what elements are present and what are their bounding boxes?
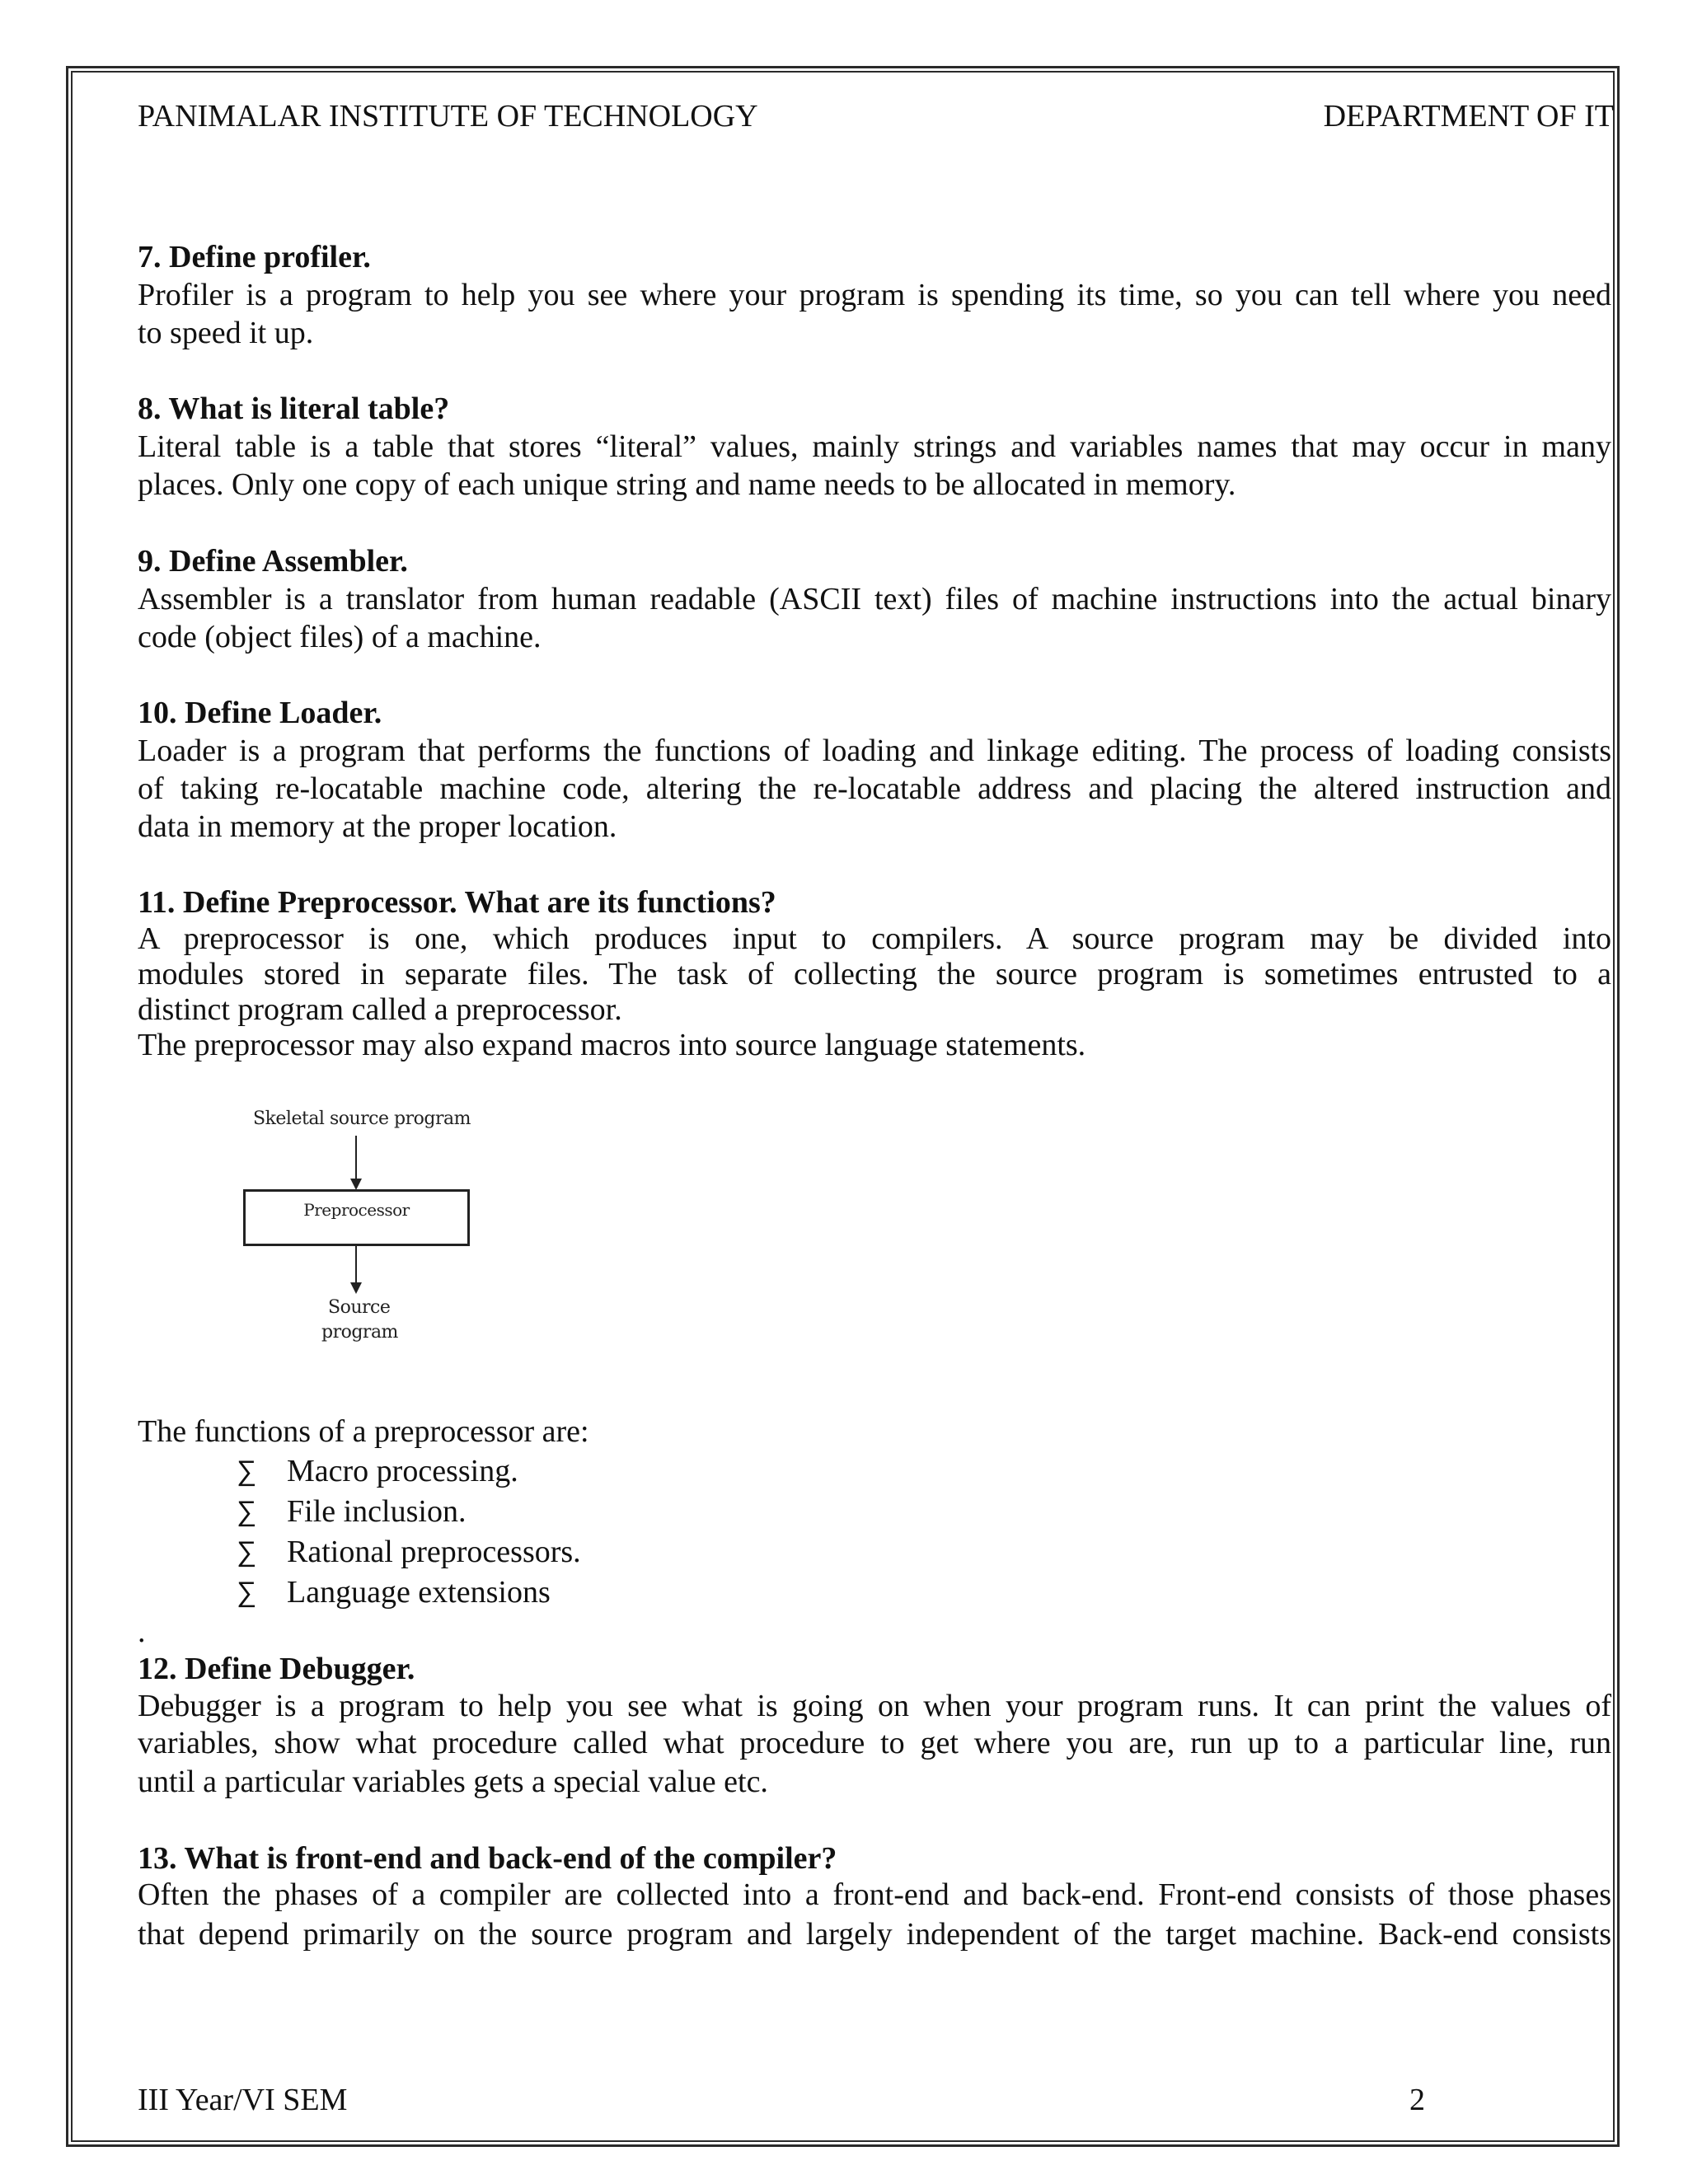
arrow-head-icon	[350, 1282, 362, 1294]
function-item: File inclusion.	[287, 1494, 467, 1529]
question-12-heading: 12. Define Debugger.	[138, 1652, 415, 1686]
question-10-body-line: data in memory at the proper location.	[138, 809, 617, 844]
question-10-heading: 10. Define Loader.	[138, 696, 382, 730]
diagram-output-label: program	[321, 1322, 398, 1343]
header-department: DEPARTMENT OF IT	[1323, 99, 1614, 134]
preprocessor-box	[243, 1189, 470, 1246]
diagram-input-label: Skeletal source program	[253, 1108, 471, 1129]
function-item: Rational preprocessors.	[287, 1535, 581, 1569]
question-10-body-line: of taking re-locatable machine code, altering the re-locatable address and placing the altered instruction and	[138, 771, 1611, 806]
sigma-bullet-icon: ∑	[237, 1535, 257, 1568]
question-12-body-line: variables, show what procedure called what procedure to get where you are, run up to a particular line, run	[138, 1726, 1611, 1760]
arrow-down-icon	[355, 1246, 357, 1282]
arrow-head-icon	[350, 1179, 362, 1190]
question-9-heading: 9. Define Assembler.	[138, 544, 408, 579]
question-13-body-line: that depend primarily on the source program and largely independent of the target machine. Back-end consists	[138, 1917, 1611, 1952]
sigma-bullet-icon: ∑	[237, 1455, 257, 1488]
diagram-output-label: Source	[328, 1297, 391, 1318]
question-7-body-line: to speed it up.	[138, 316, 314, 350]
question-8-body-line: places. Only one copy of each unique string and name needs to be allocated in memory.	[138, 467, 1236, 502]
question-12-body-line: until a particular variables gets a special value etc.	[138, 1765, 768, 1799]
page-number: 2	[1409, 2083, 1425, 2117]
question-9-body-line: code (object files) of a machine.	[138, 620, 542, 654]
question-7-body-line: Profiler is a program to help you see where your program is spending its time, so you can tell where you need	[138, 278, 1611, 312]
question-10-body-line: Loader is a program that performs the functions of loading and linkage editing. The process of loading consists	[138, 733, 1611, 768]
sigma-bullet-icon: ∑	[237, 1495, 257, 1528]
question-11-body-line: The preprocessor may also expand macros into source language statements.	[138, 1028, 1086, 1062]
question-11-body-line: distinct program called a preprocessor.	[138, 992, 622, 1027]
question-13-body-line: Often the phases of a compiler are collected into a front-end and back-end. Front-end consists of those phases	[138, 1877, 1611, 1912]
question-7-heading: 7. Define profiler.	[138, 240, 371, 274]
preprocessor-box-label: Preprocessor	[303, 1200, 410, 1220]
arrow-down-icon	[355, 1136, 357, 1179]
preprocessor-diagram	[231, 1096, 495, 1343]
question-11-heading: 11. Define Preprocessor. What are its functions?	[138, 885, 776, 920]
question-9-body-line: Assembler is a translator from human readable (ASCII text) files of machine instructions into the actual binary	[138, 582, 1611, 616]
sigma-bullet-icon: ∑	[237, 1576, 257, 1609]
footer-year-sem: III Year/VI SEM	[138, 2083, 348, 2117]
function-item: Language extensions	[287, 1575, 551, 1610]
question-8-body-line: Literal table is a table that stores “literal” values, mainly strings and variables names that may occur in many	[138, 429, 1611, 464]
question-11-body-line: A preprocessor is one, which produces input to compilers. A source program may be divided into	[138, 921, 1611, 956]
trailing-period: .	[138, 1615, 146, 1649]
question-8-heading: 8. What is literal table?	[138, 391, 450, 426]
question-11-body-line: modules stored in separate files. The task of collecting the source program is sometimes entrusted to a	[138, 957, 1611, 991]
header-institute: PANIMALAR INSTITUTE OF TECHNOLOGY	[138, 99, 758, 134]
function-item: Macro processing.	[287, 1454, 518, 1488]
question-12-body-line: Debugger is a program to help you see what is going on when your program runs. It can print the values of	[138, 1689, 1611, 1723]
functions-intro: The functions of a preprocessor are:	[138, 1414, 589, 1449]
question-13-heading: 13. What is front-end and back-end of the compiler?	[138, 1841, 837, 1876]
